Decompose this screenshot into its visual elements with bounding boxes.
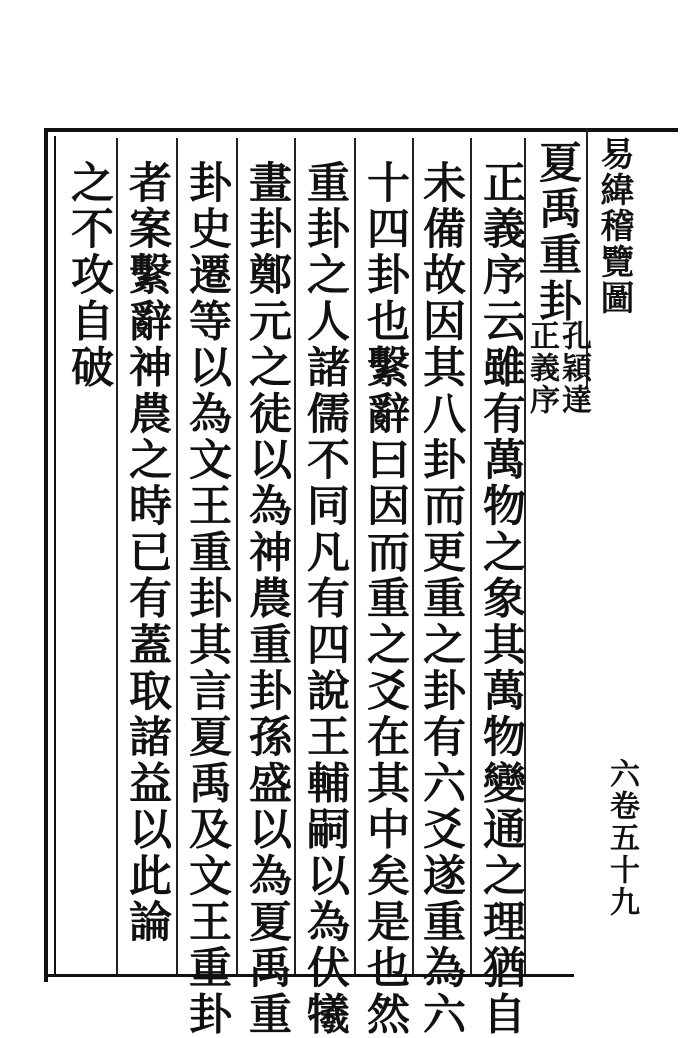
text-column: 卦史遷等以為文王重卦其言夏禹及文王重卦 xyxy=(182,160,232,1038)
text-column-note: 孔穎達 xyxy=(556,320,591,416)
column-rule xyxy=(176,138,178,974)
text-column: 畫卦鄭元之徒以為神農重卦孫盛以為夏禹重 xyxy=(242,160,292,1038)
text-column: 者案繫辭神農之時已有蓋取諸益以此論 xyxy=(122,160,172,946)
book-title: 易緯稽覽圖 xyxy=(594,136,634,316)
text-column: 未備故因其八卦而更重之卦有六爻遂重為六 xyxy=(416,160,466,1038)
text-column-heading: 夏禹重卦 xyxy=(532,140,582,325)
column-rule xyxy=(236,138,238,974)
text-column: 重卦之人諸儒不同凡有四說王輔嗣以為伏犧 xyxy=(300,160,350,1038)
frame-inner-border xyxy=(54,136,56,976)
folio-label: 六卷五十九 xyxy=(604,758,639,918)
text-column: 之不攻自破 xyxy=(64,160,114,391)
column-rule xyxy=(294,138,296,974)
text-column-note: 正義序 xyxy=(524,320,559,416)
column-rule xyxy=(470,138,472,974)
text-column: 十四卦也繫辭曰因而重之爻在其中矣是也然 xyxy=(360,160,410,1038)
column-rule xyxy=(116,138,118,974)
column-rule xyxy=(354,138,356,974)
text-column: 正義序云雖有萬物之象其萬物變通之理猶自 xyxy=(476,160,526,1038)
